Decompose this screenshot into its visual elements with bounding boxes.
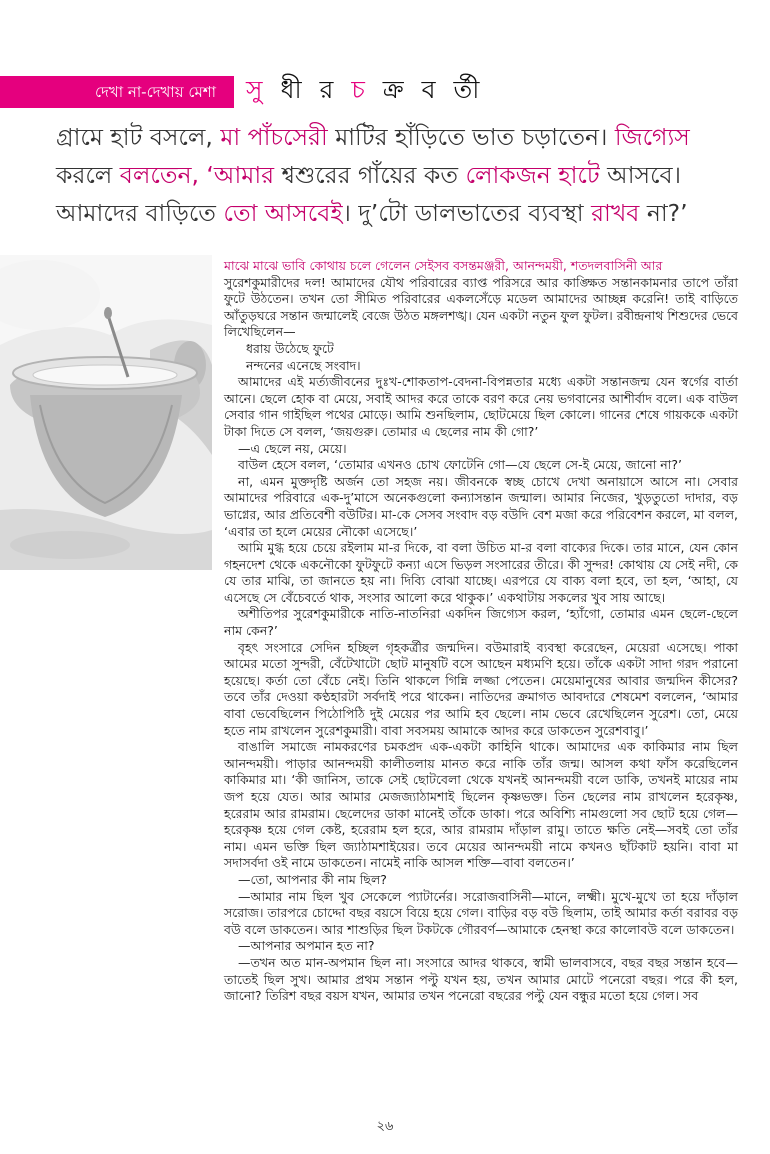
poem-line: নন্দনের এনেছে সংবাদ। <box>246 357 361 373</box>
article-paragraph: —এ ছেলে নয়, মেয়ে। <box>238 440 347 456</box>
pull-quote-text: শ্বশুরের গাঁয়ের কত <box>274 161 466 189</box>
pull-quote-highlight: জিগ্যেস <box>614 123 690 151</box>
article-body <box>224 258 738 1005</box>
pull-quote <box>56 118 746 232</box>
article-paragraph: —তখন অত মান-অপমান ছিল না। সংসারে আদর থাকবে, স্বামী ভালবাসবে, বছর বছর সন্তান হবে—তাতেই ছিল সুখ। আমার প্রথম সন্তান পল্টু যখন হয়, তখন আমার মোটে পনেরো বছর। পরে কী হল, জানো? তিরিশ বছর বয়স যখন, আমার তখন পনেরো বছরের পল্টু যেন বন্ধুর মতো হয়ে গেল। সব <box>224 954 738 1004</box>
article-paragraph-text: সুরেশকুমারীদের দল! আমাদের যৌথ পরিবারের ব্যাপ্ত পরিসরে আর কাঙ্ক্ষিত সন্তানকামনার তাপে তাঁরা ফুটে উঠতেন। তখন তো সীমিত পরিবারের একলসেঁড়ে মডেল আমাদের আচ্ছন্ন করেনি! তাই বাড়িতে আঁতুড়ঘরে সন্তান জন্মালেই বেজে উঠত মঙ্গলশঙ্খ। যেন একটা নতুন ফুল ফুটল। রবীন্দ্রনাথ শিশুদের ভেবে লিখেছিলেন— <box>224 274 738 340</box>
clay-pot-illustration <box>0 255 212 570</box>
article-paragraph: বাঙালি সমাজে নামকরণের চমকপ্রদ এক-একটা কাহিনি থাকে। আমাদের এক কাকিমার নাম ছিল আনন্দময়ী। পাড়ার আনন্দময়ী কালীতলায় মানত করে নাকি তাঁর জন্ম। আসল কথা ফাঁস করেছিলেন কাকিমার মা। ‘কী জানিস, তাকে সেই ছোটবেলা থেকে যখনই আনন্দময়ী বলে ডাকি, তখনই মায়ের নাম জপ হয়ে যেত। আর আমার মেজজ্যাঠামশাই ছিলেন কৃষ্ণভক্ত। তিন ছেলের নাম রাখলেন হরেকৃষ্ণ, হরেরাম আর রামরাম। ছেলেদের ডাকা মানেই তাঁকে ডাকা। পরে অবিশ্যি নামগুলো সব ছোট হয়ে গেল—হরেকৃষ্ণ হয়ে গেল কেষ্ট, হরেরাম হল হরে, আর রামরাম দাঁড়াল রামু। তাতে ক্ষতি নেই—সবই তো তাঁর নাম। এমন ভক্তি ছিল জ্যাঠামশাইয়ের। তবে মেয়ের আনন্দময়ী নামে কখনও ছাঁটকাট হয়নি। বাবা মা সদাসর্বদা ওই নামে ডাকতেন। নামেই নাকি আসল শক্তি—বাবা বলতেন।’ <box>224 739 738 871</box>
article-paragraph: না, এমন মুক্তদৃষ্টি অর্জন তো সহজ নয়। জীবনকে স্বচ্ছ চোখে দেখা অনায়াসে আসে না। সেবার আমাদের পরিবারে এক-দু’মাসে অনেকগুলো কন্যাসন্তান জন্মাল। আমার নিজের, খুড়তুতো দাদার, বড় ভাগ্নের, আর প্রতিবেশী বউটির। মা-কে সেসব সংবাদ বড় বউদি বেশ মজা করে পরিবেশন করলে, মা বলল, ‘এবার তা হলে মেয়ের নৌকো এসেছে।’ <box>224 473 738 539</box>
article-paragraph: —তো, আপনার কী নাম ছিল? <box>238 871 387 887</box>
author-name-part: ব <box>421 75 441 104</box>
pull-quote-text: করলে <box>56 161 120 189</box>
article-paragraph: আমি মুগ্ধ হয়ে চেয়ে রইলাম মা-র দিকে, বা বলা উচিত মা-র বলা বাক্যের দিকে। তার মানে, যেন কোন গহনদেশ থেকে একনৌকো ফুটফুটে কন্যা এসে ভিড়ল সংসারের তীরে। কী সুন্দর! কোথায় যে সেই নদী, কে যে তার মাঝি, তা জানতে হয় না। দিব্যি বোঝা যাচ্ছে। এরপরে যে বাক্য বলা হবে, তা হল, ‘আহা, যে এসেছে সে বেঁচেবর্তে থাক, সংসার আলো করে থাকুক।’ একথাটায় সকলের খুব সায় আছে। <box>224 540 738 605</box>
pull-quote-text: না?’ <box>639 199 688 227</box>
section-tag-tail <box>228 76 234 108</box>
pull-quote-text: আসবে। <box>599 161 682 189</box>
author-name-part: সু <box>246 75 268 104</box>
pull-quote-highlight: তো আসবেই <box>223 199 343 227</box>
pull-quote-text: গ্রামে হাট বসলে, <box>56 123 221 151</box>
pull-quote-highlight: রাখব <box>591 199 640 227</box>
article-lead-line: মাঝে মাঝে ভাবি কোথায় চলে গেলেন সেইসব বসন্তমঞ্জরী, আনন্দময়ী, শতদলবাসিনী আর <box>224 258 663 273</box>
author-name-part: র <box>319 75 339 104</box>
article-paragraph: আমাদের এই মর্ত্যজীবনের দুঃখ-শোকতাপ-বেদনা-বিপন্নতার মধ্যে একটা সন্তানজন্ম যেন স্বর্গের বার্তা আনে। ছেলে হোক বা মেয়ে, সবাই আদর করে তাকে বরণ করে নেয় ভগবানের আশীর্বাদ বলে। এক বাউল সেবার গান গাইছিল পথের মোড়ে। আমি শুনছিলাম, ছোটমেয়ে ছিল কোলে। গানের শেষে গায়ককে একটা টাকা দিতে সে বলল, ‘জয়গুরু। তোমার এ ছেলের নাম কী গো?’ <box>224 374 738 439</box>
article-paragraph: বৃহৎ সংসারে সেদিন হচ্ছিল গৃহকর্ত্রীর জন্মদিন। বউমারাই ব্যবস্থা করেছেন, মেয়েরা এসেছে। পাকা আমের মতো সুন্দরী, বেঁটেখাটো ছোট মানুষটি বসে আছেন মধ্যমণি হয়ে। তাঁকে একটা সাদা গরদ পরানো হয়েছে। কর্তা তো বেঁচে নেই। তিনি থাকলে গিন্নি লজ্জা পেতেন। মেয়েমানুষের আবার জন্মদিন কীসের? তবে তাঁর দেওয়া কণ্ঠহারটা সর্বদাই পরে থাকেন। নাতিদের ক্রমাগত আবদারে শেষমেশ বললেন, ‘আমার বাবা ভেবেছিলেন পিঠোপিঠি দুই মেয়ের পর আমি হব ছেলে। নাম ভেবে রেখেছিলেন সুরেশ। তো, মেয়ে হতে নাম রাখলেন সুরেশকুমারী। বাবা সবসময় আমাকে আদর করে ডাকতেন সুরেশবাবু।’ <box>224 639 738 738</box>
page-number: ২৬ <box>376 1119 394 1134</box>
article-paragraph: বাউল হেসে বলল, ‘তোমার এখনও চোখ ফোটেনি গো—যে ছেলে সে-ই মেয়ে, জানো না?’ <box>238 457 682 473</box>
author-name-part: র্তী <box>453 75 485 104</box>
pull-quote-text: । দু’টো ডালভাতের ব্যবস্থা <box>342 199 592 227</box>
pull-quote-highlight: মা পাঁচসেরী <box>220 123 328 151</box>
pull-quote-highlight: বলতেন, ‘আমার <box>119 161 275 189</box>
poem-line: ধরায় উঠেছে ফুটে <box>246 340 334 356</box>
article-paragraph: —আপনার অপমান হত না? <box>238 938 375 954</box>
author-byline <box>246 72 484 108</box>
author-name-part: চ <box>351 75 370 104</box>
author-name-part: ক্র <box>382 75 409 104</box>
article-paragraph: অশীতিপর সুরেশকুমারীকে নাতি-নাতনিরা একদিন জিগ্যেস করল, ‘হ্যাঁগো, তোমার এমন ছেলে-ছেলে নাম কেন?’ <box>224 606 738 639</box>
pull-quote-text: আমাদের বাড়িতে <box>56 199 224 227</box>
article-paragraph: —আমার নাম ছিল খুব সেকেলে প্যাটার্নের। সরোজবাসিনী—মানে, লক্ষ্মী। মুখে-মুখে তা হয়ে দাঁড়াল সরোজ। তারপরে চোদ্দো বছর বয়সে বিয়ে হয়ে গেল। বাড়ির বড় বউ ছিলাম, তাই আমার কর্তা বরাবর বড় বউ বলে ডাকতেন। আর শাশুড়ির ছিল টকটকে গৌরবর্ণ—আমাকে হেনস্থা করে কালোবউ বলে ডাকতেন। <box>224 888 738 937</box>
author-name-part: ধী <box>280 75 307 104</box>
article-paragraph <box>224 258 738 341</box>
pull-quote-text: মাটির হাঁড়িতে ভাত চড়াতেন। <box>327 123 615 151</box>
section-tag: দেখা না-দেখায় মেশা <box>0 76 228 108</box>
clay-pot-photo <box>0 255 212 570</box>
pull-quote-highlight: লোকজন হাটে <box>465 161 600 189</box>
